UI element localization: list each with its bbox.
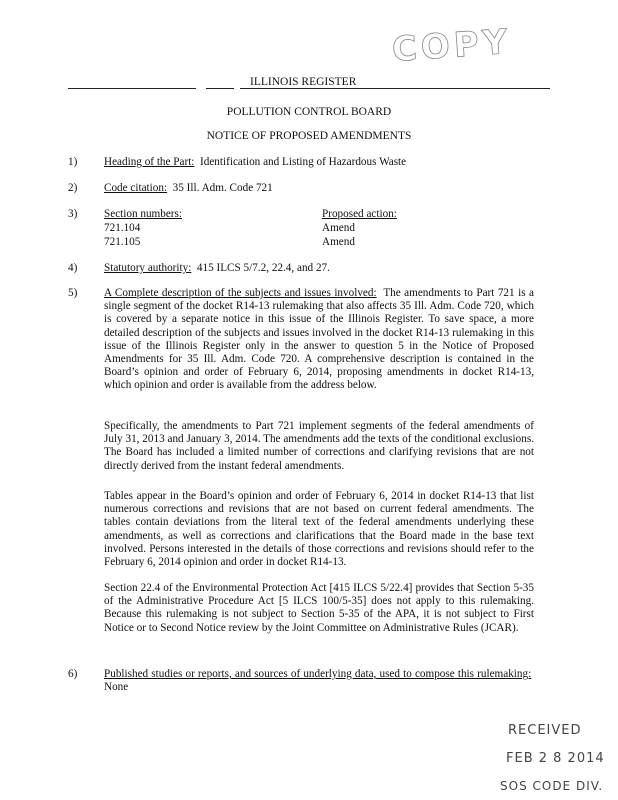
item-number: 3) <box>68 208 78 220</box>
section-number: 721.105 <box>104 236 141 248</box>
header-rule-dash <box>206 88 234 89</box>
received-stamp: RECEIVED <box>508 723 582 738</box>
item-5-paragraph-3: Tables appear in the Board’s opinion and order of February 6, 2014 in docket R14-13 that list numerous corrections and revisions that are not based on current federal amendments. The tables contain deviations from the literal text of the federal amendments underlying these amendments, as well as corrections and clarifications that the Board made in the base text involved. Persons interested in the details of those corrections and revisions should refer to the February 6, 2014 opinion and order in docket R14-13. <box>104 490 534 569</box>
proposed-action-heading: Proposed action: <box>322 208 397 220</box>
item-heading: Code citation: <box>104 182 168 194</box>
item-number: 2) <box>68 182 78 194</box>
section-number: 721.104 <box>104 222 141 234</box>
item-text: None <box>104 681 129 694</box>
item-5-paragraph-1 <box>104 287 534 393</box>
item-number: 1) <box>68 156 78 168</box>
item-text: 35 Ill. Adm. Code 721 <box>172 182 273 194</box>
item-6 <box>104 668 534 694</box>
item-2 <box>104 182 534 195</box>
item-heading: Published studies or reports, and sources of underlying data, used to compose this rulemaking: <box>104 668 532 680</box>
item-5-paragraph-4: Section 22.4 of the Environmental Protection Act [415 ILCS 5/22.4] provides that Section 5-35 of the Administrative Procedure Act [5 ILCS 100/5-35] does not apply to this rulemaking. Because this rulemaking is not subject to Section 5-35 of the APA, it is not subject to First Notice or to Second Notice review by the Joint Committee on Administrative Rules (JCAR). <box>104 582 534 634</box>
proposed-action: Amend <box>322 236 355 248</box>
item-number: 4) <box>68 262 78 274</box>
received-date-stamp: FEB 2 8 2014 <box>506 751 605 766</box>
item-heading: Heading of the Part: <box>104 156 195 168</box>
item-4 <box>104 262 534 275</box>
header-rule-right <box>240 88 550 89</box>
item-text: 415 ILCS 5/7.2, 22.4, and 27. <box>196 262 330 274</box>
sos-stamp: SOS CODE DIV. <box>500 779 604 793</box>
item-number: 5) <box>68 287 78 299</box>
item-heading: A Complete description of the subjects and issues involved: <box>104 287 377 299</box>
board-title: POLLUTION CONTROL BOARD <box>226 106 392 118</box>
copy-stamp: COPY <box>390 21 513 71</box>
register-title: ILLINOIS REGISTER <box>250 76 357 88</box>
item-text: The amendments to Part 721 is a single segment of the docket R14-13 rulemaking that also affects 35 Ill. Adm. Code 720, which is covered by a separate notice in this issue of the Illinois Register. To save space, a more detailed description of the subjects and issues involved in the docket R14-13 rulemaking in this issue of the Illinois Register only in the answer to question 5 in the Notice of Proposed Amendments for 35 Ill. Adm. Code 720. A comprehensive description is contained in the Board’s opinion and order of February 6, 2014, proposing amendments in docket R14-13, which opinion and order is available from the address below. <box>104 287 534 392</box>
header-rule-left <box>68 88 196 89</box>
section-numbers-heading: Section numbers: <box>104 208 182 220</box>
notice-title: NOTICE OF PROPOSED AMENDMENTS <box>206 130 412 142</box>
item-5-paragraph-2: Specifically, the amendments to Part 721 implement segments of the federal amendments of July 31, 2013 and January 3, 2014. The amendments add the texts of the conditional exclusions. The Board has included a limited number of corrections and clarifying revisions that are not directly derived from the instant federal amendments. <box>104 420 534 472</box>
item-number: 6) <box>68 668 78 680</box>
item-text: Identification and Listing of Hazardous Waste <box>200 156 407 168</box>
item-1 <box>104 156 534 169</box>
item-heading: Statutory authority: <box>104 262 192 274</box>
proposed-action: Amend <box>322 222 355 234</box>
